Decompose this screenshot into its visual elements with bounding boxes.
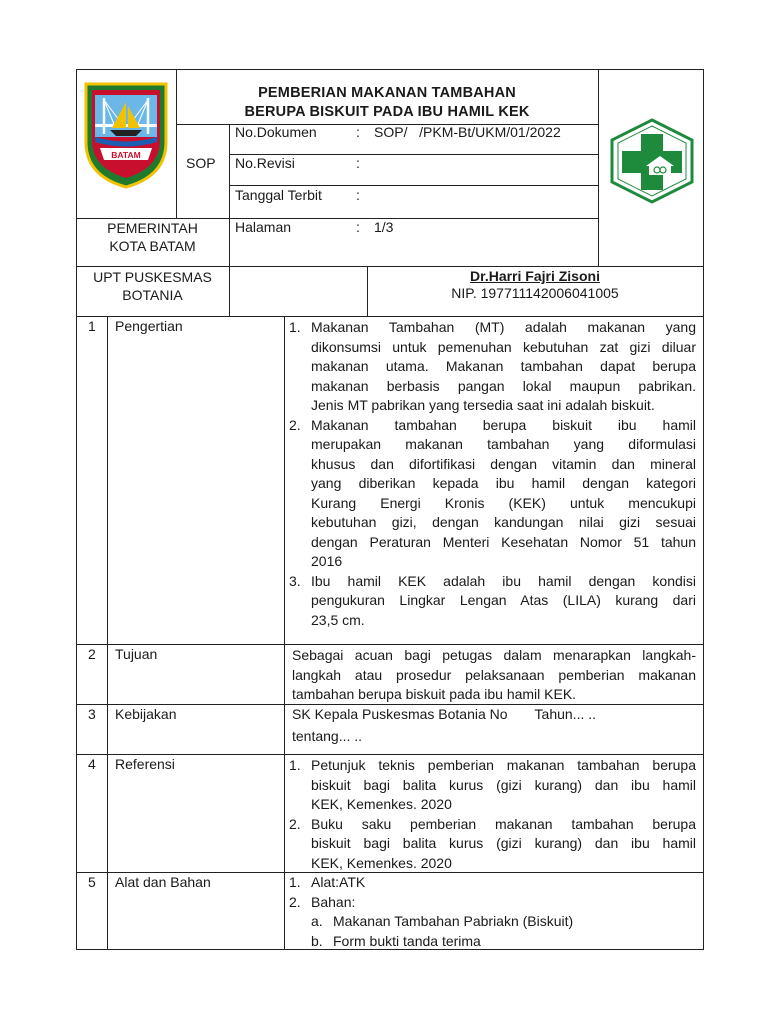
rule bbox=[76, 266, 703, 267]
field-sep: : bbox=[356, 219, 360, 235]
rule bbox=[703, 69, 704, 950]
rule bbox=[229, 124, 230, 316]
section-content bbox=[289, 873, 696, 951]
section-number: 5 bbox=[88, 874, 96, 890]
field-label-tanggal-terbit: Tanggal Terbit bbox=[235, 187, 322, 203]
rule bbox=[76, 69, 703, 70]
signer-nip: NIP. 197711142006041005 bbox=[451, 285, 619, 301]
unit-label: UPT PUSKESMAS BOTANIA bbox=[93, 269, 212, 303]
sop-label: SOP bbox=[186, 155, 216, 171]
signature-block bbox=[367, 268, 703, 302]
field-value-halaman: 1/3 bbox=[374, 219, 394, 235]
section-content bbox=[289, 318, 696, 630]
government-label: PEMERINTAH KOTA BATAM bbox=[107, 220, 198, 254]
signer-name: Dr.Harri Fajri Zisoni bbox=[470, 268, 600, 284]
section-number: 1 bbox=[88, 318, 96, 334]
section-content bbox=[289, 756, 696, 873]
rule bbox=[76, 754, 703, 755]
rule bbox=[76, 69, 77, 950]
title-line-1: PEMBERIAN MAKANAN TAMBAHAN bbox=[258, 85, 516, 101]
list-item: 1. Makanan Tambahan (MT) adalah makanan yang dikonsumsi untuk pemenuhan kebutuhan zat gizi diluar makanan utama. Makanan tambahan dapat berupa makanan berbasis pangan lokal maupun pabrikan. Jenis MT pabrikan yang tersedia saat ini adalah biskuit. bbox=[289, 319, 696, 413]
rule bbox=[598, 69, 599, 266]
field-label-no-revisi: No.Revisi bbox=[235, 155, 295, 171]
section-number: 3 bbox=[88, 706, 96, 722]
puskesmas-logo bbox=[606, 118, 698, 204]
svg-text:BATAM: BATAM bbox=[111, 150, 141, 160]
section-title: Alat dan Bahan bbox=[115, 874, 211, 890]
list-item: 1. Petunjuk teknis pemberian makanan tambahan berupa biskuit bagi balita kurus (gizi kurang) dan ibu hamil KEK, Kemenkes. 2020 bbox=[289, 757, 696, 812]
section-number: 4 bbox=[88, 756, 96, 772]
list-item: 2. Buku saku pemberian makanan tambahan berupa biskuit bagi balita kurus (gizi kurang) dan ibu hamil KEK, Kemenkes. 2020 bbox=[289, 815, 696, 871]
rule bbox=[76, 644, 703, 645]
section-title: Pengertian bbox=[115, 318, 183, 334]
field-sep: : bbox=[356, 124, 360, 140]
batam-city-logo bbox=[82, 80, 170, 190]
field-sep: : bbox=[356, 155, 360, 171]
title-line-2: BERUPA BISKUIT PADA IBU HAMIL KEK bbox=[244, 104, 530, 120]
list-item: 2. Makanan tambahan berupa biskuit ibu hamil merupakan makanan tambahan yang diformulasi khusus dan difortifikasi dengan vitamin dan mineral yang diberikan kepada ibu hamil dengan kategori Kurang Energi Kronis (KEK) untuk mencukupi kebutuhan gizi, dengan kandungan nilai gizi sesuai dengan Peraturan Menteri Kesehatan Nomor 51 tahun 2016 bbox=[289, 416, 696, 569]
list-item: 3. Ibu hamil KEK adalah ibu hamil dengan kondisi pengukuran Lingkar Lengan Atas (LILA) kurang dari 23,5 cm. bbox=[289, 572, 696, 628]
section-content: Sebagai acuan bagi petugas dalam menarapkan langkah- langkah atau prosedur pelaksanaan pemberian makanan tambahan berupa biskuit pada ibu hamil KEK. bbox=[292, 647, 696, 702]
rule bbox=[76, 316, 703, 317]
rule bbox=[107, 316, 108, 950]
rule bbox=[284, 316, 285, 950]
field-label-halaman: Halaman bbox=[235, 219, 292, 235]
section-title: Kebijakan bbox=[115, 706, 177, 722]
sub-list-item: b. Form bukti tanda terima bbox=[311, 932, 481, 949]
section-title: Referensi bbox=[115, 756, 175, 772]
document-title bbox=[176, 84, 598, 122]
sub-list-item: a. Makanan Tambahan Pabriakn (Biskuit) bbox=[311, 913, 574, 929]
field-value-no-dokumen: SOP/ /PKM-Bt/UKM/01/2022 bbox=[374, 124, 561, 140]
section-content: SK Kepala Puskesmas Botania No Tahun... .. tentang... .. bbox=[292, 706, 597, 744]
field-sep: : bbox=[356, 187, 360, 203]
list-item: 2. Bahan: bbox=[289, 893, 356, 910]
rule bbox=[229, 185, 598, 186]
section-title: Tujuan bbox=[115, 646, 158, 662]
field-label-no-dokumen: No.Dokumen bbox=[235, 124, 317, 140]
section-number: 2 bbox=[88, 646, 96, 662]
list-item: 1. Alat:ATK bbox=[289, 874, 366, 890]
